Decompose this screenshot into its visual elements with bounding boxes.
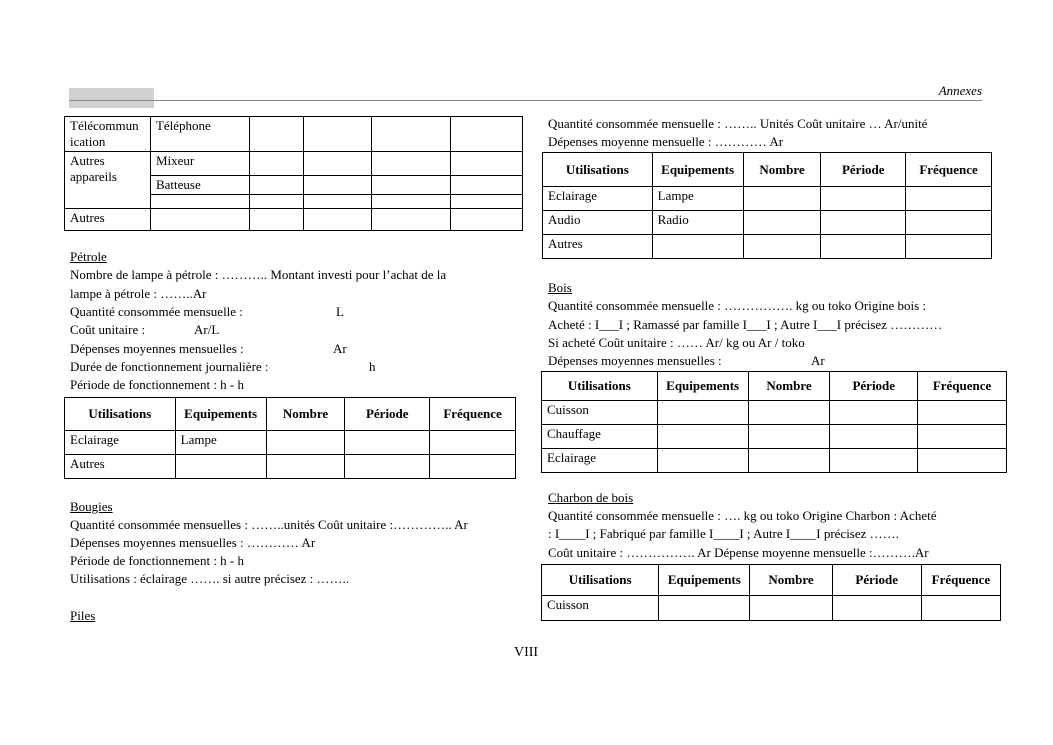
text-line: Nombre de lampe à pétrole : ……….. Montant investi pour l’achat de la <box>70 267 447 282</box>
text-line: Quantité consommée mensuelle : …. kg ou toko Origine Charbon : Acheté <box>548 508 937 523</box>
column-header: Equipements <box>175 398 266 431</box>
text-line: Acheté : I___I ; Ramassé par famille I___I ; Autre I___I précisez ………… <box>548 317 943 332</box>
header-rule <box>69 100 982 101</box>
column-header: Equipements <box>657 372 748 401</box>
table-cell: Eclairage <box>542 449 658 473</box>
table-cell: Audio <box>543 211 653 235</box>
table-cell: Autres appareils <box>65 152 151 209</box>
unit-label: Ar <box>811 353 825 368</box>
table-cell: Mixeur <box>150 152 249 176</box>
table-cell: Radio <box>652 211 743 235</box>
column-header: Fréquence <box>906 153 992 187</box>
table-cell: Cuisson <box>542 596 659 621</box>
column-header: Période <box>830 372 918 401</box>
table-cell: Eclairage <box>65 431 176 455</box>
column-header: Utilisations <box>543 153 653 187</box>
text-line: Dépenses moyenne mensuelle : ………… Ar <box>548 134 784 149</box>
column-header: Utilisations <box>65 398 176 431</box>
text-line: Dépenses moyennes mensuelles : <box>548 353 722 368</box>
text-line: Quantité consommée mensuelle : <box>70 304 243 319</box>
table-cell: Autres <box>543 235 653 259</box>
table-cell: Batteuse <box>150 176 249 195</box>
column-header: Nombre <box>750 565 832 596</box>
column-header: Période <box>832 565 921 596</box>
text-line: Quantité consommée mensuelle : …….. Unités Coût unitaire … Ar/unité <box>548 116 928 131</box>
text-line: Dépenses moyennes mensuelles : ………… Ar <box>70 535 316 550</box>
section-title-piles: Piles <box>70 608 96 623</box>
column-header: Utilisations <box>542 372 658 401</box>
header-title: Annexes <box>938 83 982 98</box>
piles-table <box>542 152 992 259</box>
table-cell: Lampe <box>175 431 266 455</box>
petrole-table <box>64 397 516 479</box>
header-shade <box>69 88 154 108</box>
charbon-table <box>541 564 1001 621</box>
unit-label: L <box>336 304 344 319</box>
table-cell: Chauffage <box>542 425 658 449</box>
text-line: : I____I ; Fabriqué par famille I____I ; Autre I____I précisez ……. <box>548 526 899 541</box>
column-header: Nombre <box>743 153 821 187</box>
text-line: Quantité consommée mensuelle : ……………. kg ou toko Origine bois : <box>548 298 927 313</box>
column-header: Période <box>821 153 906 187</box>
text-line: Si acheté Coût unitaire : …… Ar/ kg ou Ar / toko <box>548 335 805 350</box>
section-title-charbon: Charbon de bois <box>548 490 634 505</box>
text-line: Quantité consommée mensuelles : ……..unités Coût unitaire :………….. Ar <box>70 517 468 532</box>
table-cell: Lampe <box>652 187 743 211</box>
column-header: Fréquence <box>918 372 1007 401</box>
text-line: Coût unitaire : <box>70 322 146 337</box>
column-header: Equipements <box>659 565 750 596</box>
section-title-petrole: Pétrole <box>70 249 107 264</box>
column-header: Utilisations <box>542 565 659 596</box>
text-line: Dépenses moyennes mensuelles : <box>70 341 244 356</box>
page-number: VIII <box>514 645 539 660</box>
column-header: Nombre <box>266 398 345 431</box>
text-line: Période de fonctionnement : h - h <box>70 377 245 392</box>
unit-label: h <box>369 359 376 374</box>
unit-label: Ar <box>333 341 347 356</box>
text-line: Coût unitaire : ……………. Ar Dépense moyenne mensuelle :……….Ar <box>548 545 929 560</box>
column-header: Période <box>345 398 430 431</box>
column-header: Equipements <box>652 153 743 187</box>
column-header: Fréquence <box>921 565 1000 596</box>
table-cell: Cuisson <box>542 401 658 425</box>
appliance-table <box>64 116 523 231</box>
section-title-bois: Bois <box>548 280 572 295</box>
unit-label: Ar/L <box>194 322 220 337</box>
text-line: Période de fonctionnement : h - h <box>70 553 245 568</box>
text-line: lampe à pétrole : ……..Ar <box>70 286 207 301</box>
column-header: Fréquence <box>430 398 516 431</box>
text-line: Durée de fonctionnement journalière : <box>70 359 269 374</box>
table-cell: Eclairage <box>543 187 653 211</box>
table-cell: Téléphone <box>150 117 249 152</box>
text-line: Utilisations : éclairage ……. si autre précisez : …….. <box>70 571 350 586</box>
column-header: Nombre <box>748 372 830 401</box>
table-cell: Autres <box>65 455 176 479</box>
bois-table <box>541 371 1007 473</box>
table-cell: Télécommun ication <box>65 117 151 152</box>
table-cell: Autres <box>65 209 151 231</box>
section-title-bougies: Bougies <box>70 499 113 514</box>
